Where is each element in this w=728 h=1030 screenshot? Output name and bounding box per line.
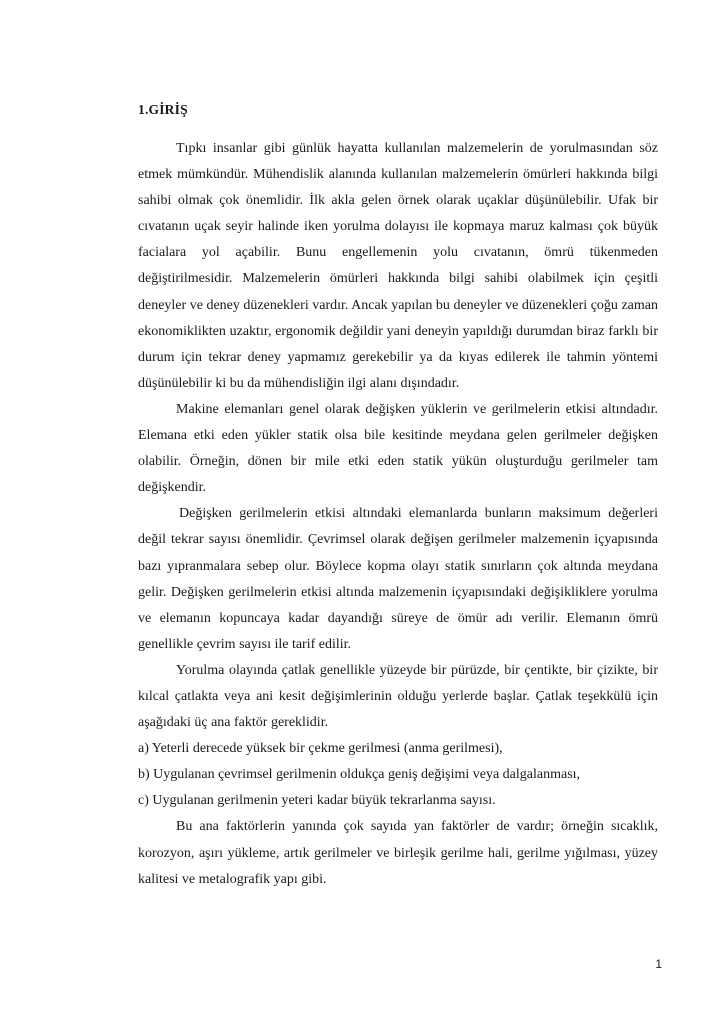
paragraph-crack-initiation: Yorulma olayında çatlak genellikle yüzeyde bir pürüzde, bir çentikte, bir çizikte, bir kılcal çatlakta veya ani kesit değişimlerinin olduğu yerlerde başlar. Çatlak teşekkülü için aşağıdaki üç ana faktör gereklidir.	[138, 662, 658, 731]
paragraph-intro: Tıpkı insanlar gibi günlük hayatta kullanılan malzemelerin de yorulmasından söz etmek mümkündür. Mühendislik alanında kullanılan malzemelerin ömürleri hakkında bilgi sahibi olmak çok önemlidir. İlk akla gelen örnek olarak uçaklar düşünülebilir. Ufak bir cıvatanın uçak seyir halinde iken yorulma dolayısı ile kopmaya maruz kalması çok büyük facialara yol açabilir. Bunu engellemenin yolu cıvatanın, ömrü tükenmeden değiştirilmesidir. Malzemelerin ömürleri hakkında bilgi sahibi olabilmek için çeşitli deneyler ve deney düzenekleri vardır. Ancak yapılan bu deneyler ve düzenekleri çoğu zaman ekonomiklikten uzaktır, ergonomik değildir yani deneyin yapıldığı durumdan biraz farklı bir durum için tekrar deney yapmamız gerekebilir ya da kıyas edilerek ile tahmin yöntemi düşünülebilir ki bu da mühendisliğin ilgi alanı dışındadır.	[138, 141, 658, 391]
list-item-c: c) Uygulanan gerilmenin yeteri kadar büyük tekrarlanma sayısı.	[138, 793, 496, 809]
list-item-a: a) Yeterli derecede yüksek bir çekme gerilmesi (anma gerilmesi),	[138, 741, 503, 757]
page-number: 1	[655, 957, 662, 971]
list-item-b: b) Uygulanan çevrimsel gerilmenin oldukça geniş değişimi veya dalgalanması,	[138, 767, 581, 783]
paragraph-side-factors: Bu ana faktörlerin yanında çok sayıda yan faktörler de vardır; örneğin sıcaklık, korozyon, aşırı yükleme, artık gerilmeler ve birleşik gerilme hali, gerilme yığılması, yüzey kalitesi ve metalografik yapı gibi.	[138, 819, 658, 887]
paragraph-variable-stresses: Değişken gerilmelerin etkisi altındaki elemanlarda bunların maksimum değerleri değil tekrar sayısı önemlidir. Çevrimsel olarak değişen gerilmeler malzemenin içyapısında bazı yıpranmalara sebep olur. Böylece kopma olayı statik sınırların çok altında meydana gelir. Değişken gerilmelerin etkisi altında malzemenin içyapısındaki değişikliklere yorulma ve elemanın kopuncaya kadar dayandığı süreye de ömür adı verilir. Elemanın ömrü genellikle çevrim sayısı ile tarif edilir.	[138, 506, 658, 652]
paragraph-machine-elements: Makine elemanları genel olarak değişken yüklerin ve gerilmelerin etkisi altındadır. Elemana etki eden yükler statik olsa bile kesitinde meydana gelen gerilmeler değişken olabilir. Örneğin, dönen bir mile etki eden statik yükün oluşturduğu gerilmeler tam değişkendir.	[138, 401, 658, 496]
section-heading: 1.GİRİŞ	[138, 102, 188, 117]
document-body	[138, 136, 658, 893]
